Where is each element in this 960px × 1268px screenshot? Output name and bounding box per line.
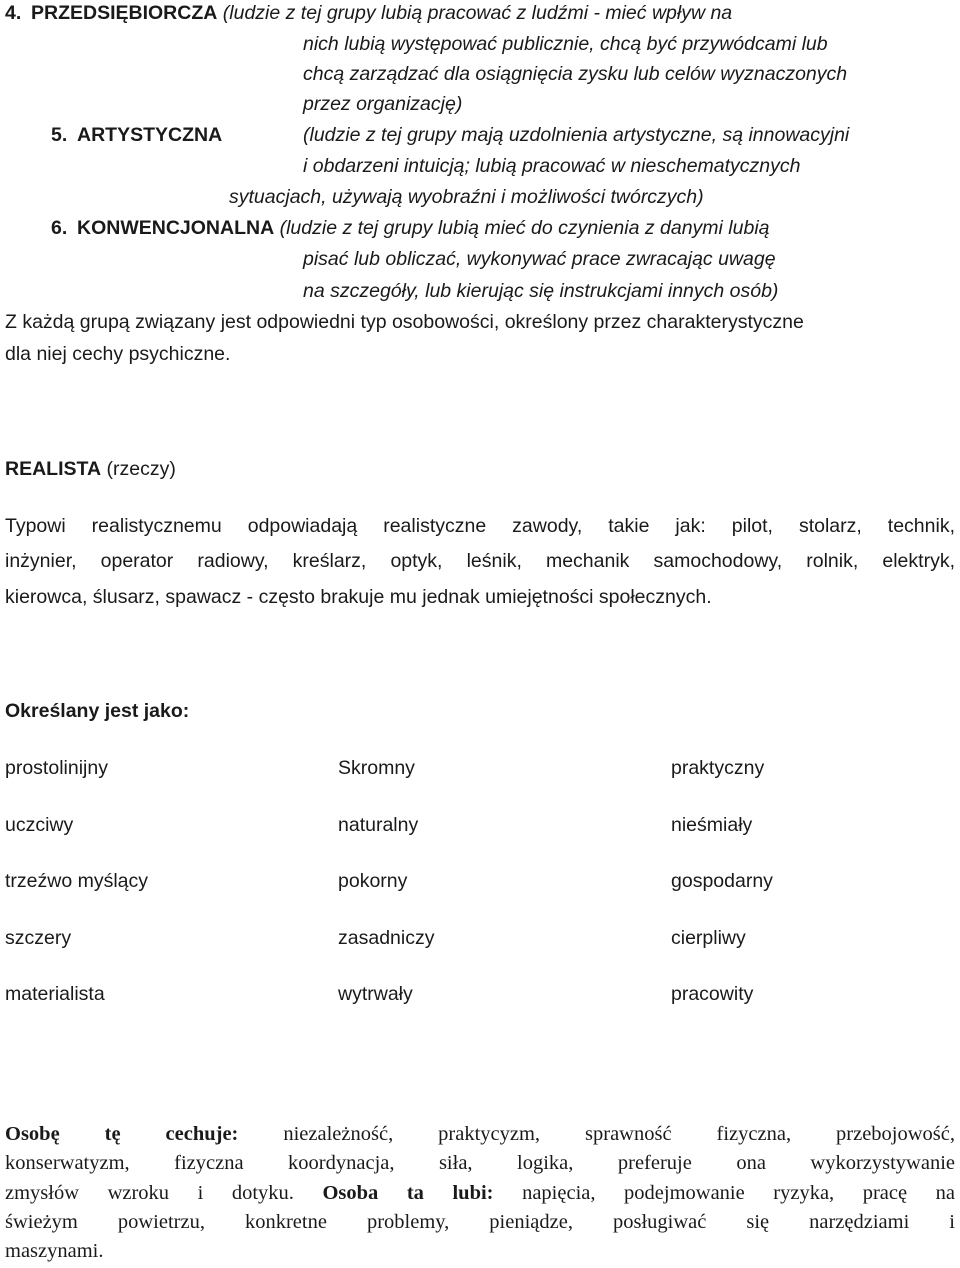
category-label: KONWENCJONALNA [77, 217, 275, 239]
category-description-line: przez organizację) [303, 93, 463, 115]
paragraph-line [5, 1183, 955, 1204]
trait-word: praktyczny [671, 757, 765, 779]
paragraph-line: maszynami. [5, 1240, 104, 1262]
list-item-6 [51, 219, 770, 239]
category-description: (ludzie z tej grupy lubią mieć do czynienia z danymi lubią [279, 217, 770, 239]
category-description-line: pisać lub obliczać, wykonywać prace zwracając uwagę [303, 248, 776, 270]
category-description: (ludzie z tej grupy mają uzdolnienia artystyczne, są innowacyjni [303, 124, 850, 146]
inline-text: niezależność, praktycyzm, sprawność fizyczna, przebojowość, [283, 1123, 956, 1145]
inline-label: Osoba ta lubi: [322, 1182, 494, 1204]
category-description-line: na szczegóły, lub kierując się instrukcjami innych osób) [303, 280, 779, 302]
list-number: 6. [51, 217, 68, 239]
paragraph-line: konserwatyzm, fizyczna koordynacja, siła, logika, preferuje ona wykorzystywanie [5, 1152, 955, 1174]
paragraph-line: świeżym powietrzu, konkretne problemy, pieniądze, posługiwać się narzędziami i [5, 1211, 955, 1233]
trait-word: pracowity [671, 983, 754, 1005]
trait-word: trzeźwo myślący [5, 870, 149, 892]
paragraph-line: inżynier, operator radiowy, kreślarz, optyk, leśnik, mechanik samochodowy, rolnik, elektryk, [5, 550, 955, 572]
trait-word: gospodarny [671, 870, 773, 892]
category-description-line: i obdarzeni intuicją; lubią pracować w nieschematycznych [303, 155, 801, 177]
section-subtitle: (rzeczy) [106, 458, 176, 480]
paragraph-line: kierowca, ślusarz, spawacz - często brakuje mu jednak umiejętności społecznych. [5, 586, 712, 608]
trait-word: nieśmiały [671, 814, 753, 836]
traits-heading: Określany jest jako: [5, 700, 190, 722]
list-item-4 [5, 4, 732, 24]
summary-line: dla niej cechy psychiczne. [5, 343, 231, 365]
trait-word: pokorny [338, 870, 408, 892]
category-description-line: chcą zarządzać dla osiągnięcia zysku lub celów wyznaczonych [303, 63, 848, 85]
summary-line: Z każdą grupą związany jest odpowiedni typ osobowości, określony przez charakterystyczne [5, 311, 804, 333]
inline-text: napięcia, podejmowanie ryzyka, pracę na [522, 1182, 956, 1204]
category-label: PRZEDSIĘBIORCZA [31, 2, 218, 24]
section-heading [5, 460, 176, 480]
trait-word: naturalny [338, 814, 419, 836]
trait-word: wytrwały [338, 983, 413, 1005]
trait-word: zasadniczy [338, 927, 435, 949]
category-label: ARTYSTYCZNA [77, 124, 223, 146]
list-number: 5. [51, 124, 68, 146]
paragraph-line: Typowi realistycznemu odpowiadają realistyczne zawody, takie jak: pilot, stolarz, technik, [5, 515, 955, 537]
list-item-5 [51, 126, 222, 146]
trait-word: materialista [5, 983, 105, 1005]
trait-word: cierpliwy [671, 927, 746, 949]
category-description-line: sytuacjach, używają wyobraźni i możliwości twórczych) [229, 186, 704, 208]
trait-word: prostolinijny [5, 757, 108, 779]
section-title: REALISTA [5, 458, 102, 480]
category-description: (ludzie z tej grupy lubią pracować z ludźmi - mieć wpływ na [222, 2, 733, 24]
trait-word: uczciwy [5, 814, 74, 836]
paragraph-line [5, 1124, 955, 1145]
list-number: 4. [5, 2, 22, 24]
trait-word: Skromny [338, 757, 415, 779]
inline-label: Osobę tę cechuje: [5, 1123, 239, 1145]
trait-word: szczery [5, 927, 72, 949]
inline-text: zmysłów wzroku i dotyku. [5, 1182, 294, 1204]
category-description-line: nich lubią występować publicznie, chcą być przywódcami lub [303, 33, 828, 55]
